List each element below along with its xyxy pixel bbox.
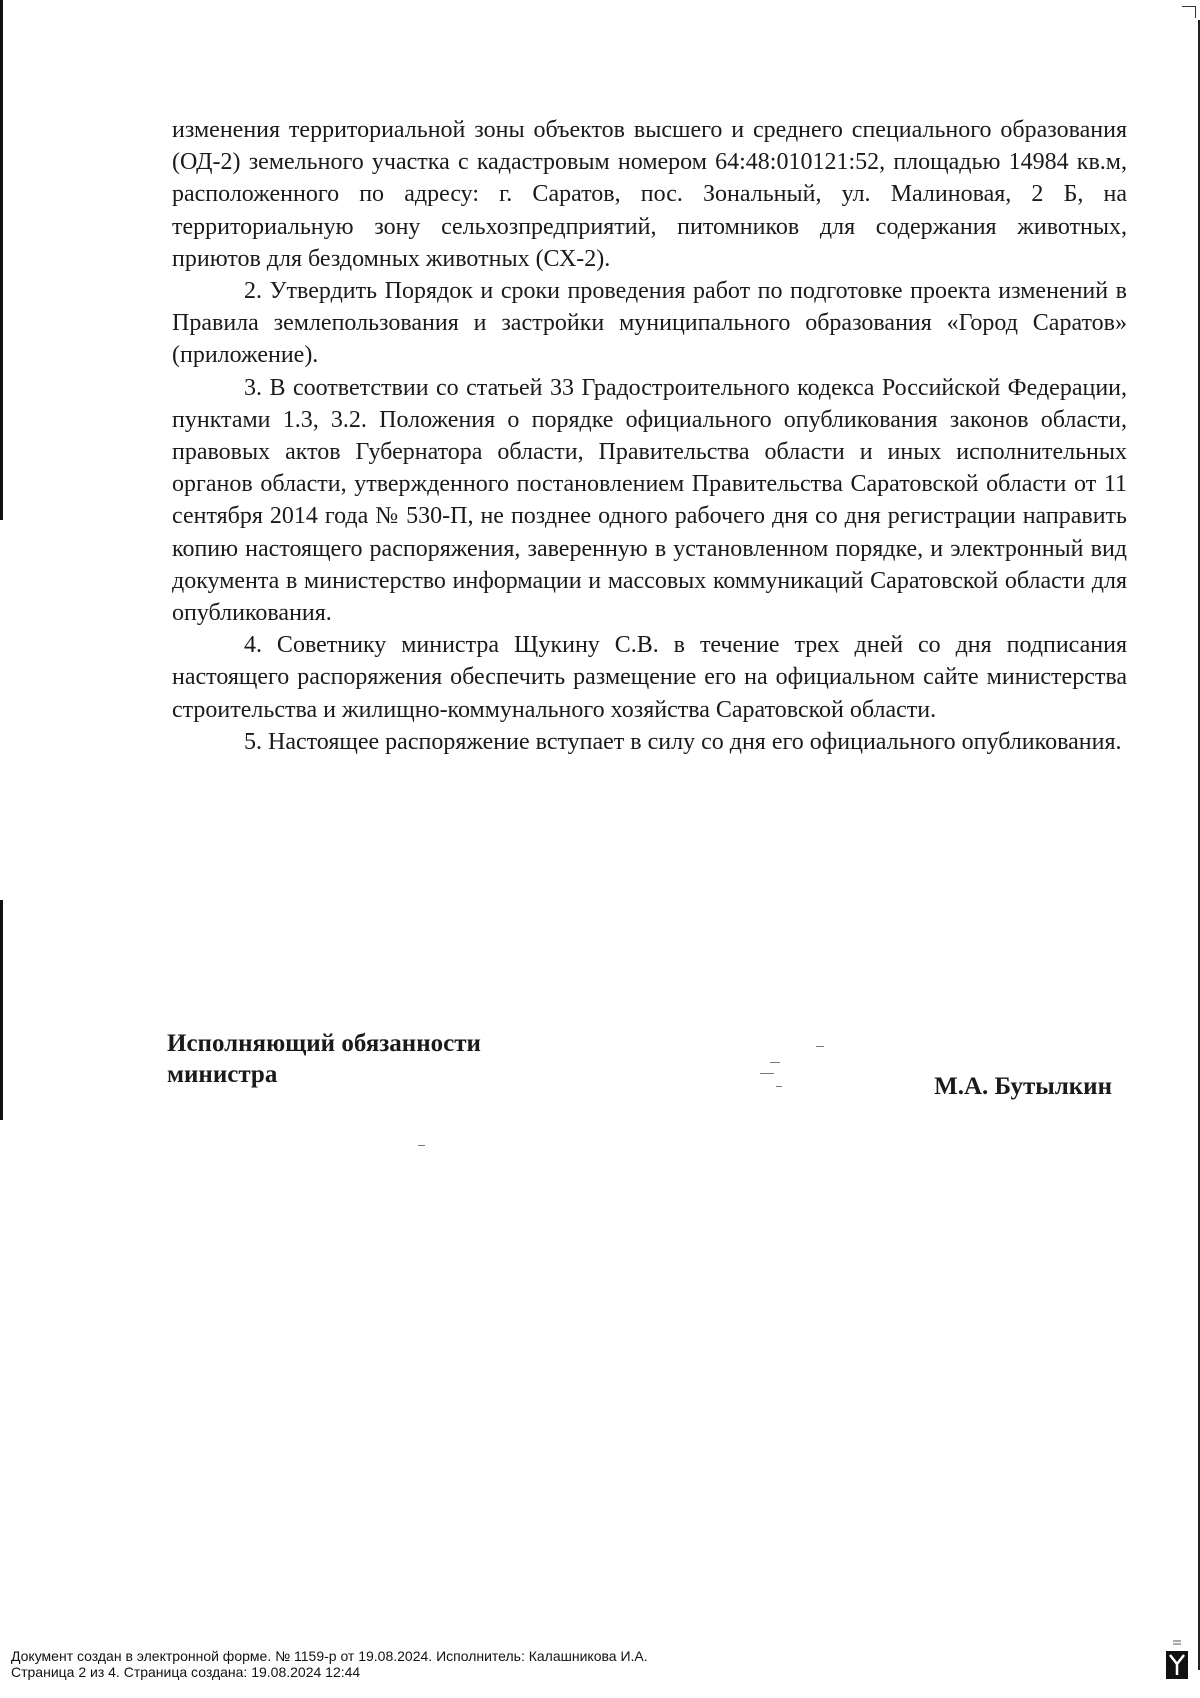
signer-title: [167, 1028, 481, 1090]
paragraph-item-5: 5. Настоящее распоряжение вступает в силу со дня его официального опубликования.: [244, 728, 1122, 755]
document-body: [172, 114, 1127, 758]
signer-title-line1: Исполняющий обязанности: [167, 1030, 481, 1057]
scan-speck: [418, 1145, 425, 1146]
scan-edge-left: [0, 0, 3, 520]
footer-page-info: Страница 2 из 4. Страница создана: 19.08.2024 12:44: [11, 1664, 361, 1680]
footer-logo-mark-icon: [1172, 1640, 1182, 1646]
scan-corner-mark: [1182, 6, 1196, 7]
scan-speck: [816, 1046, 824, 1047]
scan-speck: [776, 1086, 782, 1087]
scan-speck: [760, 1073, 774, 1074]
paragraph-item-2: 2. Утвердить Порядок и сроки проведения работ по подготовке проекта изменений в Правила землепользования и застройки муниципального образования «Город Саратов» (приложение).: [172, 278, 1127, 369]
signer-name: М.А. Бутылкин: [934, 1073, 1112, 1100]
document-system-logo-icon: [1166, 1651, 1188, 1679]
paragraph-item-3: 3. В соответствии со статьей 33 Градостроительного кодекса Российской Федерации, пунктами 1.3, 3.2. Положения о порядке официального опубликования законов области, правовых актов Губернатора области, Правительства области и иных исполнительных органов области, утвержденного постановлением Правительства Саратовской области от 11 сентября 2014 года № 530-П, не позднее одного рабочего дня со дня регистрации направить копию настоящего распоряжения, заверенную в установленном порядке, и электронный вид документа в министерство информации и массовых коммуникаций Саратовской области для опубликования.: [172, 374, 1127, 627]
paragraph-item-4: 4. Советнику министра Щукину С.В. в течение трех дней со дня подписания настоящего распоряжения обеспечить размещение его на официальном сайте министерства строительства и жилищно-коммунального хозяйства Саратовской области.: [172, 632, 1127, 723]
scan-edge-left-lower: [0, 900, 3, 1120]
paragraph-continuation: изменения территориальной зоны объектов высшего и среднего специального образования (ОД-2) земельного участка с кадастровым номером 64:48:010121:52, площадью 14984 кв.м, расположенного по адресу: г. Саратов, пос. Зональный, ул. Малиновая, 2 Б, на территориальную зону сельхозпредприятий, питомников для содержания животных, приютов для бездомных животных (СХ-2).: [172, 117, 1127, 272]
scan-speck: [770, 1062, 780, 1063]
signer-title-line2: министра: [167, 1061, 278, 1088]
footer-document-info: Документ создан в электронной форме. № 1159-р от 19.08.2024. Исполнитель: Калашникова И.А.: [11, 1648, 648, 1664]
electronic-document-footer: [11, 1648, 648, 1680]
